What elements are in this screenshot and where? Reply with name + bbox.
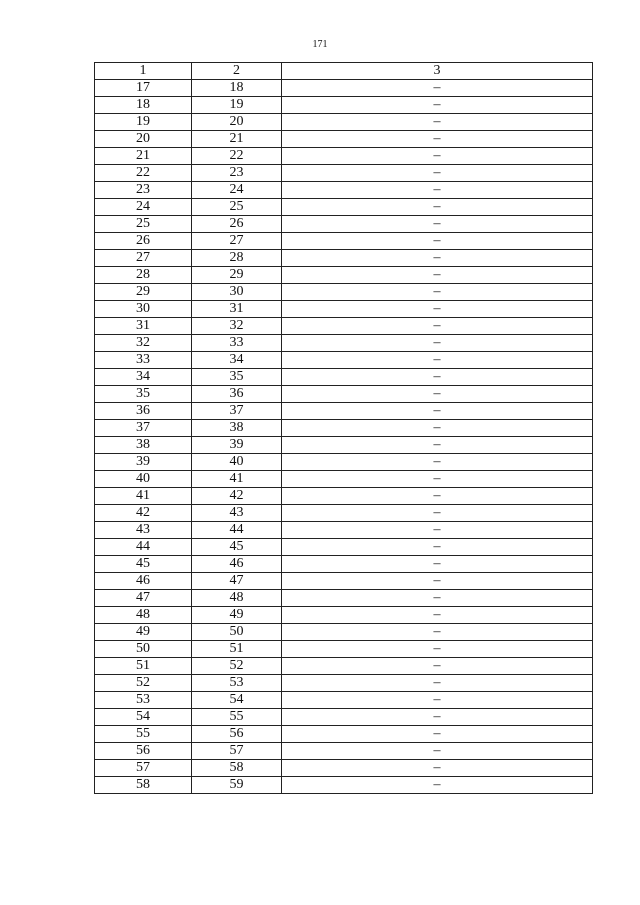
- table-cell: 57: [95, 760, 192, 777]
- table-cell: 40: [95, 471, 192, 488]
- table-cell: 36: [95, 403, 192, 420]
- table-cell: 50: [192, 624, 282, 641]
- table-cell: 32: [192, 318, 282, 335]
- table-row: [95, 148, 593, 165]
- table-cell: 35: [192, 369, 282, 386]
- table-cell: 52: [192, 658, 282, 675]
- table-cell: 20: [192, 114, 282, 131]
- table-cell: 53: [192, 675, 282, 692]
- table-cell: 45: [192, 539, 282, 556]
- table-body: [95, 80, 593, 794]
- table-row: [95, 760, 593, 777]
- table-cell: 26: [192, 216, 282, 233]
- table-cell: 43: [192, 505, 282, 522]
- table-row: [95, 420, 593, 437]
- table-cell: –: [282, 80, 593, 97]
- table-cell: –: [282, 148, 593, 165]
- table-cell: 22: [95, 165, 192, 182]
- table-cell: –: [282, 352, 593, 369]
- table-cell: –: [282, 726, 593, 743]
- table-cell: 49: [95, 624, 192, 641]
- table-cell: –: [282, 97, 593, 114]
- table-cell: –: [282, 590, 593, 607]
- table-cell: 36: [192, 386, 282, 403]
- table-cell: –: [282, 199, 593, 216]
- table-cell: –: [282, 165, 593, 182]
- table-row: [95, 250, 593, 267]
- table-row: [95, 233, 593, 250]
- table-cell: 54: [95, 709, 192, 726]
- table-cell: –: [282, 658, 593, 675]
- column-header: 1: [95, 63, 192, 80]
- table-cell: –: [282, 233, 593, 250]
- table-cell: 30: [95, 301, 192, 318]
- table-cell: 57: [192, 743, 282, 760]
- table-row: [95, 505, 593, 522]
- page-number: 171: [312, 39, 328, 50]
- table-row: [95, 267, 593, 284]
- table-cell: –: [282, 709, 593, 726]
- column-header: 2: [192, 63, 282, 80]
- table-cell: –: [282, 607, 593, 624]
- table-cell: 34: [192, 352, 282, 369]
- table-cell: 42: [192, 488, 282, 505]
- table-row: [95, 726, 593, 743]
- table-row: [95, 369, 593, 386]
- table-cell: 49: [192, 607, 282, 624]
- table-cell: 26: [95, 233, 192, 250]
- table-cell: 33: [192, 335, 282, 352]
- table-cell: 58: [95, 777, 192, 794]
- table-cell: 29: [192, 267, 282, 284]
- data-table: [94, 62, 593, 794]
- table-cell: 50: [95, 641, 192, 658]
- table-row: [95, 777, 593, 794]
- table-row: [95, 301, 593, 318]
- table-cell: –: [282, 454, 593, 471]
- table-cell: 35: [95, 386, 192, 403]
- table-cell: 19: [192, 97, 282, 114]
- table-cell: 31: [192, 301, 282, 318]
- table-cell: 56: [95, 743, 192, 760]
- table-cell: 46: [95, 573, 192, 590]
- table-cell: –: [282, 420, 593, 437]
- table-cell: 40: [192, 454, 282, 471]
- table-row: [95, 488, 593, 505]
- table-cell: 18: [95, 97, 192, 114]
- table-row: [95, 165, 593, 182]
- table-row: [95, 114, 593, 131]
- table-cell: –: [282, 386, 593, 403]
- table-cell: 32: [95, 335, 192, 352]
- table-cell: –: [282, 301, 593, 318]
- table-cell: –: [282, 675, 593, 692]
- table-cell: 27: [95, 250, 192, 267]
- table-row: [95, 199, 593, 216]
- table-row: [95, 318, 593, 335]
- table-row: [95, 182, 593, 199]
- table-cell: –: [282, 624, 593, 641]
- table-cell: 39: [192, 437, 282, 454]
- table-cell: 54: [192, 692, 282, 709]
- table-cell: –: [282, 182, 593, 199]
- table-row: [95, 641, 593, 658]
- table-row: [95, 522, 593, 539]
- table-cell: 47: [95, 590, 192, 607]
- table-row: [95, 386, 593, 403]
- table-cell: –: [282, 692, 593, 709]
- table-cell: 38: [192, 420, 282, 437]
- table-row: [95, 437, 593, 454]
- table-cell: 23: [192, 165, 282, 182]
- table-cell: 20: [95, 131, 192, 148]
- table-cell: 23: [95, 182, 192, 199]
- table-cell: 29: [95, 284, 192, 301]
- table-row: [95, 658, 593, 675]
- table-row: [95, 80, 593, 97]
- table-cell: 58: [192, 760, 282, 777]
- table-row: [95, 284, 593, 301]
- table-cell: –: [282, 369, 593, 386]
- table-cell: 48: [192, 590, 282, 607]
- table-cell: 24: [95, 199, 192, 216]
- table-cell: 33: [95, 352, 192, 369]
- table-cell: 44: [95, 539, 192, 556]
- table-cell: 53: [95, 692, 192, 709]
- table-cell: 22: [192, 148, 282, 165]
- table-cell: 28: [192, 250, 282, 267]
- table-row: [95, 573, 593, 590]
- table-row: [95, 471, 593, 488]
- table-row: [95, 216, 593, 233]
- table-cell: –: [282, 556, 593, 573]
- table-row: [95, 403, 593, 420]
- table-cell: 27: [192, 233, 282, 250]
- table-cell: –: [282, 114, 593, 131]
- table-cell: –: [282, 777, 593, 794]
- table-cell: 37: [192, 403, 282, 420]
- table-cell: 55: [95, 726, 192, 743]
- table-cell: –: [282, 760, 593, 777]
- table-cell: 43: [95, 522, 192, 539]
- column-header: 3: [282, 63, 593, 80]
- table-cell: 41: [192, 471, 282, 488]
- table-cell: –: [282, 505, 593, 522]
- table-row: [95, 556, 593, 573]
- table-cell: 39: [95, 454, 192, 471]
- table-cell: 25: [95, 216, 192, 233]
- table-row: [95, 454, 593, 471]
- table-cell: 47: [192, 573, 282, 590]
- table-cell: 46: [192, 556, 282, 573]
- table-cell: 42: [95, 505, 192, 522]
- table-cell: 30: [192, 284, 282, 301]
- table-cell: 17: [95, 80, 192, 97]
- table-row: [95, 692, 593, 709]
- table-cell: 24: [192, 182, 282, 199]
- table-cell: –: [282, 573, 593, 590]
- table-cell: –: [282, 250, 593, 267]
- table-cell: –: [282, 403, 593, 420]
- table-cell: 51: [192, 641, 282, 658]
- table-cell: –: [282, 216, 593, 233]
- table-cell: 44: [192, 522, 282, 539]
- table-cell: 18: [192, 80, 282, 97]
- table-cell: –: [282, 743, 593, 760]
- table-cell: 34: [95, 369, 192, 386]
- table-cell: –: [282, 131, 593, 148]
- table-cell: –: [282, 471, 593, 488]
- table-cell: 37: [95, 420, 192, 437]
- table-cell: 21: [192, 131, 282, 148]
- table-cell: –: [282, 284, 593, 301]
- table-row: [95, 352, 593, 369]
- table-cell: 38: [95, 437, 192, 454]
- table-cell: –: [282, 641, 593, 658]
- table-cell: 31: [95, 318, 192, 335]
- table-row: [95, 743, 593, 760]
- table-row: [95, 675, 593, 692]
- table-cell: 28: [95, 267, 192, 284]
- table-cell: 52: [95, 675, 192, 692]
- table-row: [95, 539, 593, 556]
- table-cell: 19: [95, 114, 192, 131]
- table-cell: –: [282, 335, 593, 352]
- table-row: [95, 590, 593, 607]
- table-row: [95, 624, 593, 641]
- table-cell: 59: [192, 777, 282, 794]
- table-row: [95, 335, 593, 352]
- table-cell: 21: [95, 148, 192, 165]
- table-cell: 55: [192, 709, 282, 726]
- table-cell: –: [282, 522, 593, 539]
- table-cell: 41: [95, 488, 192, 505]
- table-cell: 51: [95, 658, 192, 675]
- table-cell: 56: [192, 726, 282, 743]
- table-cell: 48: [95, 607, 192, 624]
- table-cell: –: [282, 437, 593, 454]
- table-row: [95, 131, 593, 148]
- table-header-row: [95, 63, 593, 80]
- table-cell: 25: [192, 199, 282, 216]
- table-row: [95, 97, 593, 114]
- table-cell: –: [282, 318, 593, 335]
- table-cell: –: [282, 488, 593, 505]
- table-row: [95, 709, 593, 726]
- table-cell: –: [282, 267, 593, 284]
- table-cell: –: [282, 539, 593, 556]
- table-cell: 45: [95, 556, 192, 573]
- table-row: [95, 607, 593, 624]
- table-header: [95, 63, 593, 80]
